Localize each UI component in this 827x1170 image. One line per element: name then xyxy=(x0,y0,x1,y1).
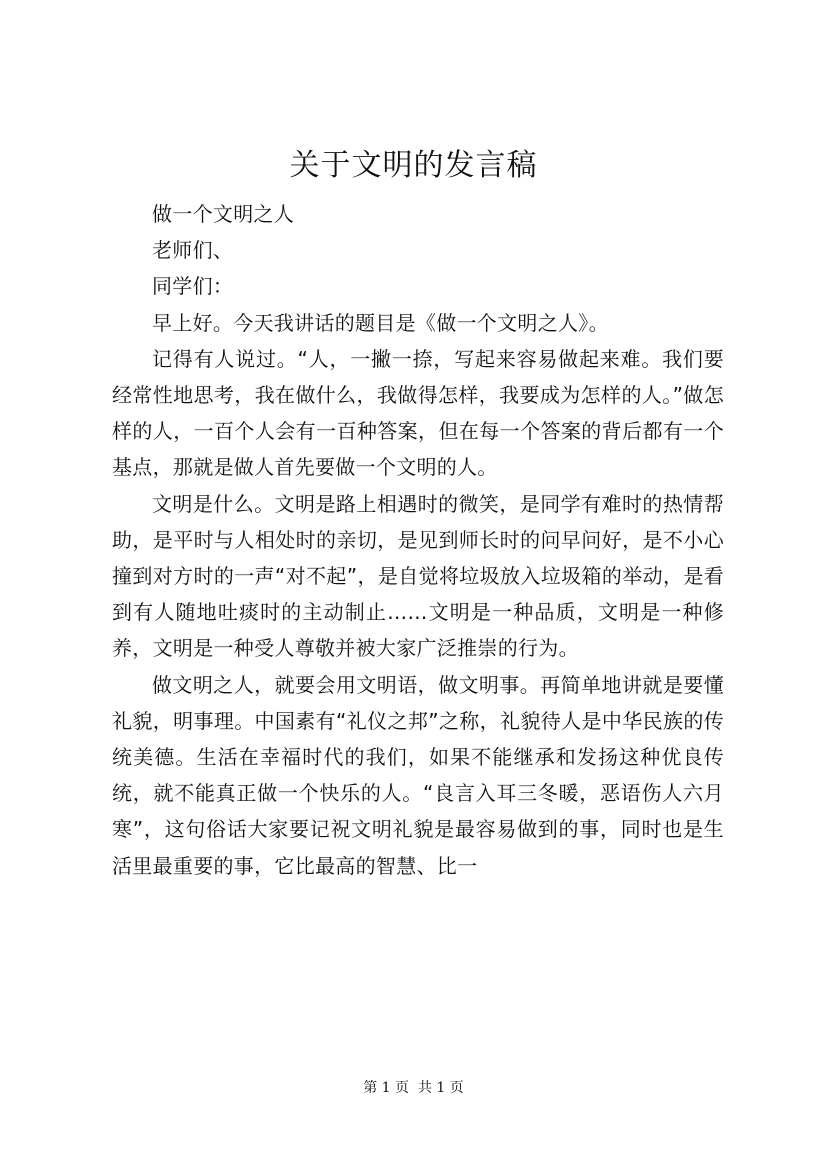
paragraph-body-3: 做文明之人，就要会用文明语，做文明事。再简单地讲就是要懂礼貌，明事理。中国素有“礼仪之邦”之称，礼貌待人是中华民族的传统美德。生活在幸福时代的我们，如果不能继承和发扬这种优良传统，就不能真正做一个快乐的人。“良言入耳三冬暖，恶语伤人六月寒”，这句俗话大家要记祝文明礼貌是最容易做到的事，同时也是生活里最重要的事，它比最高的智慧、比一 xyxy=(112,672,724,878)
page-footer xyxy=(0,1078,827,1098)
paragraph-salutation-teachers: 老师们、 xyxy=(152,238,234,263)
paragraph-body-1: 记得有人说过。“人，一撇一捺，写起来容易做起来难。我们要经常性地思考，我在做什么，我做得怎样，我要成为怎样的人。”做怎样的人，一百个人会有一百种答案，但在每一个答案的背后都有一个基点，那就是做人首先要做一个文明的人。 xyxy=(112,346,724,480)
paragraph-salutation-students: 同学们： xyxy=(152,274,234,299)
paragraph-topic: 做一个文明之人 xyxy=(152,202,295,226)
paragraph-body-2: 文明是什么。文明是路上相遇时的微笑，是同学有难时的热情帮助，是平时与人相处时的亲切，是见到师长时的问早问好，是不小心撞到对方时的一声“对不起”，是自觉将垃圾放入垃圾箱的举动，是看到有人随地吐痰时的主动制止……文明是一种品质，文明是一种修养，文明是一种受人尊敬并被大家广泛推崇的行为。 xyxy=(112,491,724,661)
page-number: 第 1 页 共 1 页 xyxy=(363,1080,464,1096)
document-body xyxy=(112,196,724,884)
page-title: 关于文明的发言稿 xyxy=(289,148,538,183)
paragraph-greeting: 早上好。今天我讲话的题目是《做一个文明之人》。 xyxy=(152,310,609,335)
